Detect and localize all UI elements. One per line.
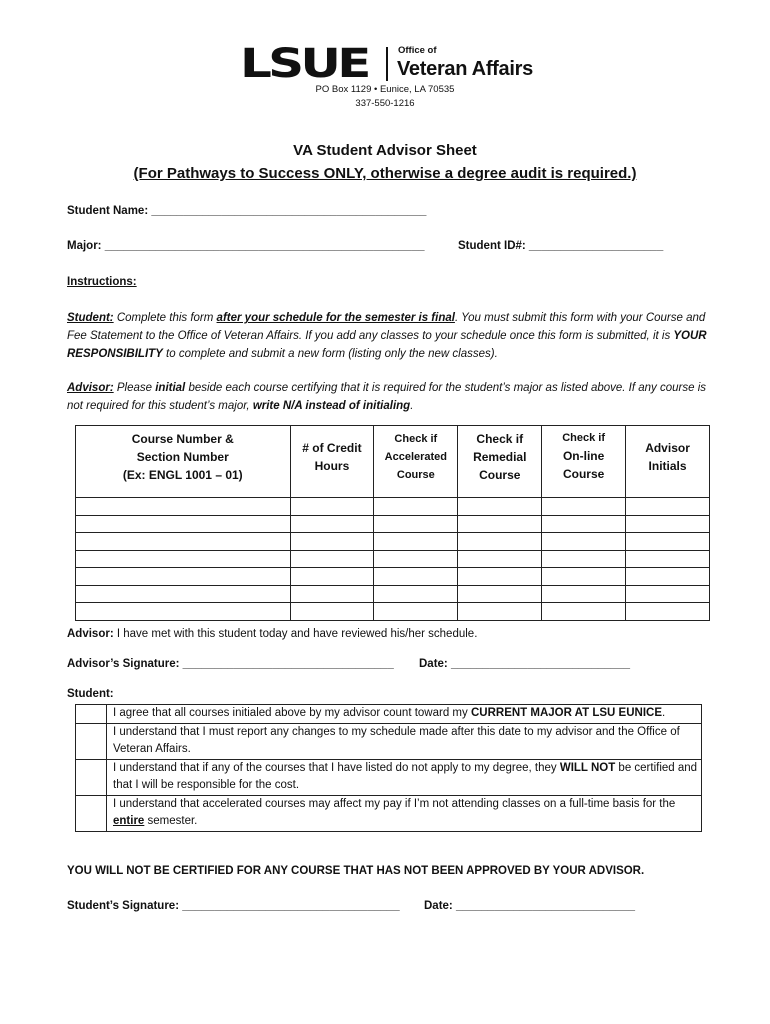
student-id-field[interactable]: Student ID#: _____________________	[458, 240, 664, 252]
table-row	[76, 585, 710, 603]
col-remedial-line-2: Remedial	[473, 450, 527, 464]
course-cell[interactable]	[76, 533, 291, 551]
logo-department: Veteran Affairs	[397, 58, 533, 80]
advisor-instr-text-2: beside each course certifying that it is required for the student’s major as listed above. If any course is not required for this student’s major,	[67, 382, 707, 412]
agreement-1-major: CURRENT MAJOR AT LSU EUNICE	[470, 707, 662, 719]
agreement-row	[76, 723, 702, 759]
student-name-field[interactable]: Student Name: ___________________________________________	[67, 205, 427, 217]
student-agreement-table	[75, 704, 702, 832]
col-accel-line-2: Accelerated	[384, 451, 448, 463]
accelerated-cell[interactable]	[374, 550, 458, 568]
logo-wordmark: LSUE	[240, 41, 368, 87]
course-cell[interactable]	[76, 550, 291, 568]
agreement-text	[107, 705, 702, 724]
credit-cell[interactable]	[290, 568, 374, 586]
col-remedial-line-3: Course	[479, 468, 521, 482]
logo-office-of: Office of	[398, 45, 437, 56]
agreement-initial-box[interactable]	[76, 759, 107, 795]
student-instr-label: Student:	[67, 312, 114, 324]
credit-cell[interactable]	[290, 603, 374, 621]
accelerated-cell[interactable]	[374, 533, 458, 551]
address-line: PO Box 1129 • Eunice, LA 70535	[315, 84, 455, 95]
course-table	[75, 425, 710, 621]
advisor-instr-na: write N/A instead of initialing	[252, 400, 411, 412]
col-credit-line-1: # of Credit	[302, 441, 362, 455]
col-credit-line-2: Hours	[314, 459, 350, 473]
col-remedial	[458, 426, 542, 498]
credit-cell[interactable]	[290, 550, 374, 568]
agreement-initial-box[interactable]	[76, 705, 107, 724]
col-course-number	[76, 426, 291, 498]
student-instr-responsibility: YOUR RESPONSIBILITY	[67, 330, 707, 360]
table-row	[76, 550, 710, 568]
table-row	[76, 515, 710, 533]
table-row	[76, 568, 710, 586]
agreement-1-text: I agree that all courses initialed above by my advisor count toward my	[113, 707, 471, 719]
instructions-heading: Instructions:	[67, 276, 137, 288]
advisor-instr-initial: initial	[155, 382, 186, 394]
student-date-field[interactable]: Date: ____________________________	[424, 900, 636, 912]
advisor-instr-text-1: Please	[113, 382, 156, 394]
student-instr-text-1: Complete this form	[113, 312, 217, 324]
phone-line: 337-550-1216	[355, 98, 415, 109]
online-cell[interactable]	[542, 568, 626, 586]
agreement-row	[76, 795, 702, 831]
initials-cell[interactable]	[626, 515, 710, 533]
accelerated-cell[interactable]	[374, 603, 458, 621]
agreement-row	[76, 759, 702, 795]
online-cell[interactable]	[542, 603, 626, 621]
credit-cell[interactable]	[290, 498, 374, 516]
course-cell[interactable]	[76, 585, 291, 603]
advisor-signature-field[interactable]: Advisor’s Signature: _________________________________	[67, 658, 394, 670]
credit-cell[interactable]	[290, 585, 374, 603]
advisor-instructions	[67, 379, 707, 415]
agreement-2-text: I understand that I must report any changes to my schedule made after this date to my advisor and the Office of Veteran Affairs.	[113, 725, 680, 755]
form-subtitle: (For Pathways to Success ONLY, otherwise a degree audit is required.)	[133, 165, 637, 182]
table-row	[76, 603, 710, 621]
advisor-statement-text: I have met with this student today and have reviewed his/her schedule.	[113, 628, 478, 640]
initials-cell[interactable]	[626, 533, 710, 551]
agreement-text	[107, 723, 702, 759]
accelerated-cell[interactable]	[374, 498, 458, 516]
online-cell[interactable]	[542, 550, 626, 568]
initials-cell[interactable]	[626, 550, 710, 568]
course-table-header	[76, 426, 710, 498]
col-online	[542, 426, 626, 498]
remedial-cell[interactable]	[458, 533, 542, 551]
initials-cell[interactable]	[626, 585, 710, 603]
agreement-row	[76, 705, 702, 724]
agreement-3-text: I understand that if any of the courses that I have listed do not apply to my degree, they	[113, 761, 560, 774]
col-course-line-2: Section Number	[136, 450, 229, 464]
student-signature-field[interactable]: Student’s Signature: __________________________________	[67, 900, 400, 912]
remedial-cell[interactable]	[458, 550, 542, 568]
student-instr-emphasis: after your schedule for the semester is final	[216, 312, 455, 324]
advisor-statement-label: Advisor:	[67, 628, 114, 640]
remedial-cell[interactable]	[458, 498, 542, 516]
credit-cell[interactable]	[290, 515, 374, 533]
major-field[interactable]: Major: __________________________________________________	[67, 240, 425, 252]
col-accel-line-3: Course	[396, 469, 435, 481]
student-instr-text-3: to complete and submit a new form (listing only the new classes).	[162, 348, 498, 360]
col-initials-line-1: Advisor	[645, 441, 690, 455]
advisor-instr-label: Advisor:	[67, 382, 114, 394]
agreement-4-end: semester.	[144, 815, 198, 827]
col-course-line-1: Course Number &	[131, 432, 234, 446]
remedial-cell[interactable]	[458, 603, 542, 621]
table-row	[76, 498, 710, 516]
course-cell[interactable]	[76, 515, 291, 533]
agreement-1-end: .	[662, 707, 666, 719]
accelerated-cell[interactable]	[374, 585, 458, 603]
col-remedial-line-1: Check if	[476, 432, 524, 446]
col-online-line-2: On-line	[562, 449, 605, 463]
initials-cell[interactable]	[626, 498, 710, 516]
remedial-cell[interactable]	[458, 515, 542, 533]
agreement-text	[107, 759, 702, 795]
student-instr-text-2: . You must submit this form with your Course and Fee Statement to the Office of Veteran Affairs. If you add any classes to your schedule once this form is submitted, it is	[67, 312, 706, 342]
certification-warning: YOU WILL NOT BE CERTIFIED FOR ANY COURSE THAT HAS NOT BEEN APPROVED BY YOUR ADVISOR.	[67, 865, 645, 877]
online-cell[interactable]	[542, 515, 626, 533]
advisor-instr-text-3: .	[410, 400, 414, 412]
lsue-logo	[240, 41, 540, 87]
accelerated-cell[interactable]	[374, 515, 458, 533]
online-cell[interactable]	[542, 498, 626, 516]
online-cell[interactable]	[542, 585, 626, 603]
col-accel-line-1: Check if	[394, 433, 438, 445]
advisor-statement	[67, 628, 477, 640]
table-row	[76, 533, 710, 551]
agreement-text	[107, 795, 702, 831]
col-credit-hours	[290, 426, 374, 498]
student-instructions	[67, 309, 707, 363]
col-accelerated	[374, 426, 458, 498]
col-initials-line-2: Initials	[648, 459, 687, 473]
col-online-line-3: Course	[562, 467, 605, 481]
initials-cell[interactable]	[626, 603, 710, 621]
course-cell[interactable]	[76, 568, 291, 586]
remedial-cell[interactable]	[458, 585, 542, 603]
form-title: VA Student Advisor Sheet	[293, 142, 477, 159]
agreement-initial-box[interactable]	[76, 723, 107, 759]
online-cell[interactable]	[542, 533, 626, 551]
remedial-cell[interactable]	[458, 568, 542, 586]
col-course-line-3: (Ex: ENGL 1001 – 01)	[122, 468, 243, 482]
initials-cell[interactable]	[626, 568, 710, 586]
agreement-4-text: I understand that accelerated courses may affect my pay if I’m not attending classes on a full-time basis for the	[113, 797, 676, 810]
logo-divider	[386, 47, 388, 81]
agreement-initial-box[interactable]	[76, 795, 107, 831]
accelerated-cell[interactable]	[374, 568, 458, 586]
course-cell[interactable]	[76, 498, 291, 516]
course-cell[interactable]	[76, 603, 291, 621]
col-advisor-initials	[626, 426, 710, 498]
agreement-3-will-not: WILL NOT	[559, 761, 616, 774]
credit-cell[interactable]	[290, 533, 374, 551]
col-online-line-1: Check if	[562, 432, 606, 444]
student-section-label: Student:	[67, 688, 114, 700]
agreement-4-entire: entire	[113, 815, 145, 827]
advisor-date-field[interactable]: Date: ____________________________	[419, 658, 631, 670]
agreement-3-end: be certified and that I will be responsible for the cost.	[113, 761, 698, 791]
